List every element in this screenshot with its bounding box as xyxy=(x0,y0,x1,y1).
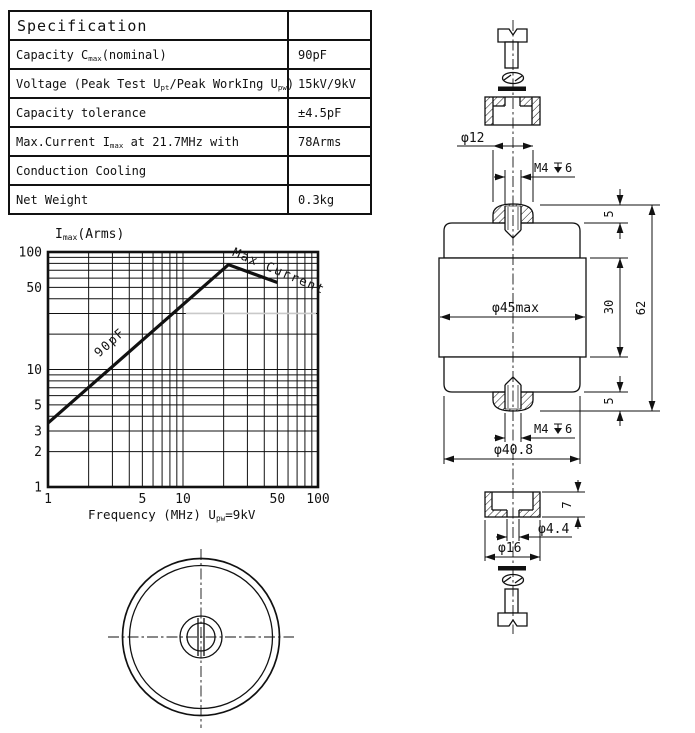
spec-label: Capacity tolerance xyxy=(9,98,288,127)
top-terminal-cap-section xyxy=(485,97,540,125)
dim-m4-label: M4 xyxy=(534,161,549,175)
spec-value: 78Arms xyxy=(288,127,371,156)
spec-label: Capacity Cmax(nominal) xyxy=(9,40,288,69)
chart-y-axis-title: Imax(Arms) xyxy=(55,227,125,243)
spec-table xyxy=(8,10,372,215)
depth-symbol-icon xyxy=(554,163,562,173)
svg-text:90pF: 90pF xyxy=(90,324,128,360)
dim-phi12-label: φ12 xyxy=(461,131,485,146)
svg-text:1: 1 xyxy=(44,492,52,507)
svg-text:50: 50 xyxy=(26,280,42,296)
table-header-row xyxy=(9,11,371,40)
table-row xyxy=(9,185,371,214)
spec-label: Voltage (Peak Test Upt/Peak WorkIng Upw) xyxy=(9,69,288,98)
depth-symbol-icon xyxy=(554,424,562,434)
spec-value: 0.3kg xyxy=(288,185,371,214)
table-row xyxy=(9,40,371,69)
contact-bar xyxy=(498,566,526,571)
table-row xyxy=(9,98,371,127)
dim-30-label: 30 xyxy=(602,299,616,315)
dim-phi40-label: φ40.8 xyxy=(494,443,534,458)
svg-text:3: 3 xyxy=(34,424,42,440)
svg-text:10: 10 xyxy=(26,363,42,378)
dim-m4-label: M4 xyxy=(534,422,549,436)
bottom-screw-drawing xyxy=(498,566,527,626)
svg-text:100: 100 xyxy=(306,492,330,507)
dim-5-top-label: 5 xyxy=(602,210,616,218)
capacitor-section-drawing xyxy=(430,0,695,660)
svg-text:100: 100 xyxy=(18,245,42,261)
svg-text:2: 2 xyxy=(34,445,42,461)
svg-text:1: 1 xyxy=(34,480,42,496)
dim-62-label: 62 xyxy=(634,300,648,316)
table-title-value-cell xyxy=(288,11,371,40)
dim-phi44-label: φ4.4 xyxy=(538,522,570,537)
contact-bar xyxy=(498,87,526,92)
spec-value: ±4.5pF xyxy=(288,98,371,127)
top-screw-drawing xyxy=(498,29,527,91)
capacitor-top-view-drawing xyxy=(100,545,310,733)
chart-x-axis-title: Frequency (MHz) Upw=9kV xyxy=(88,507,256,524)
svg-text:10: 10 xyxy=(175,492,191,507)
spec-value: 15kV/9kV xyxy=(288,69,371,98)
spec-value: 90pF xyxy=(288,40,371,69)
spec-label: Net Weight xyxy=(9,185,288,214)
table-row xyxy=(9,127,371,156)
dim-m4-depth: 6 xyxy=(565,422,573,436)
spec-value xyxy=(288,156,371,185)
svg-text:5: 5 xyxy=(34,398,42,414)
svg-text:50: 50 xyxy=(269,492,286,507)
dim-7-label: 7 xyxy=(560,501,574,509)
svg-text:5: 5 xyxy=(138,492,147,507)
spec-label: Max.Current Imax at 21.7MHz with xyxy=(9,127,288,156)
mounting-cap-section xyxy=(485,492,540,517)
dim-m4-depth: 6 xyxy=(565,161,573,175)
dim-phi45-label: φ45max xyxy=(492,301,539,316)
table-row xyxy=(9,156,371,185)
dim-phi16-label: φ16 xyxy=(498,541,522,556)
svg-text:Max Current: Max Current xyxy=(230,244,328,297)
dim-5-bottom-label: 5 xyxy=(602,397,616,405)
table-row xyxy=(9,69,371,98)
table-title: Specification xyxy=(9,11,288,40)
imax-frequency-chart xyxy=(18,222,358,524)
spec-label: Conduction Cooling xyxy=(9,156,288,185)
